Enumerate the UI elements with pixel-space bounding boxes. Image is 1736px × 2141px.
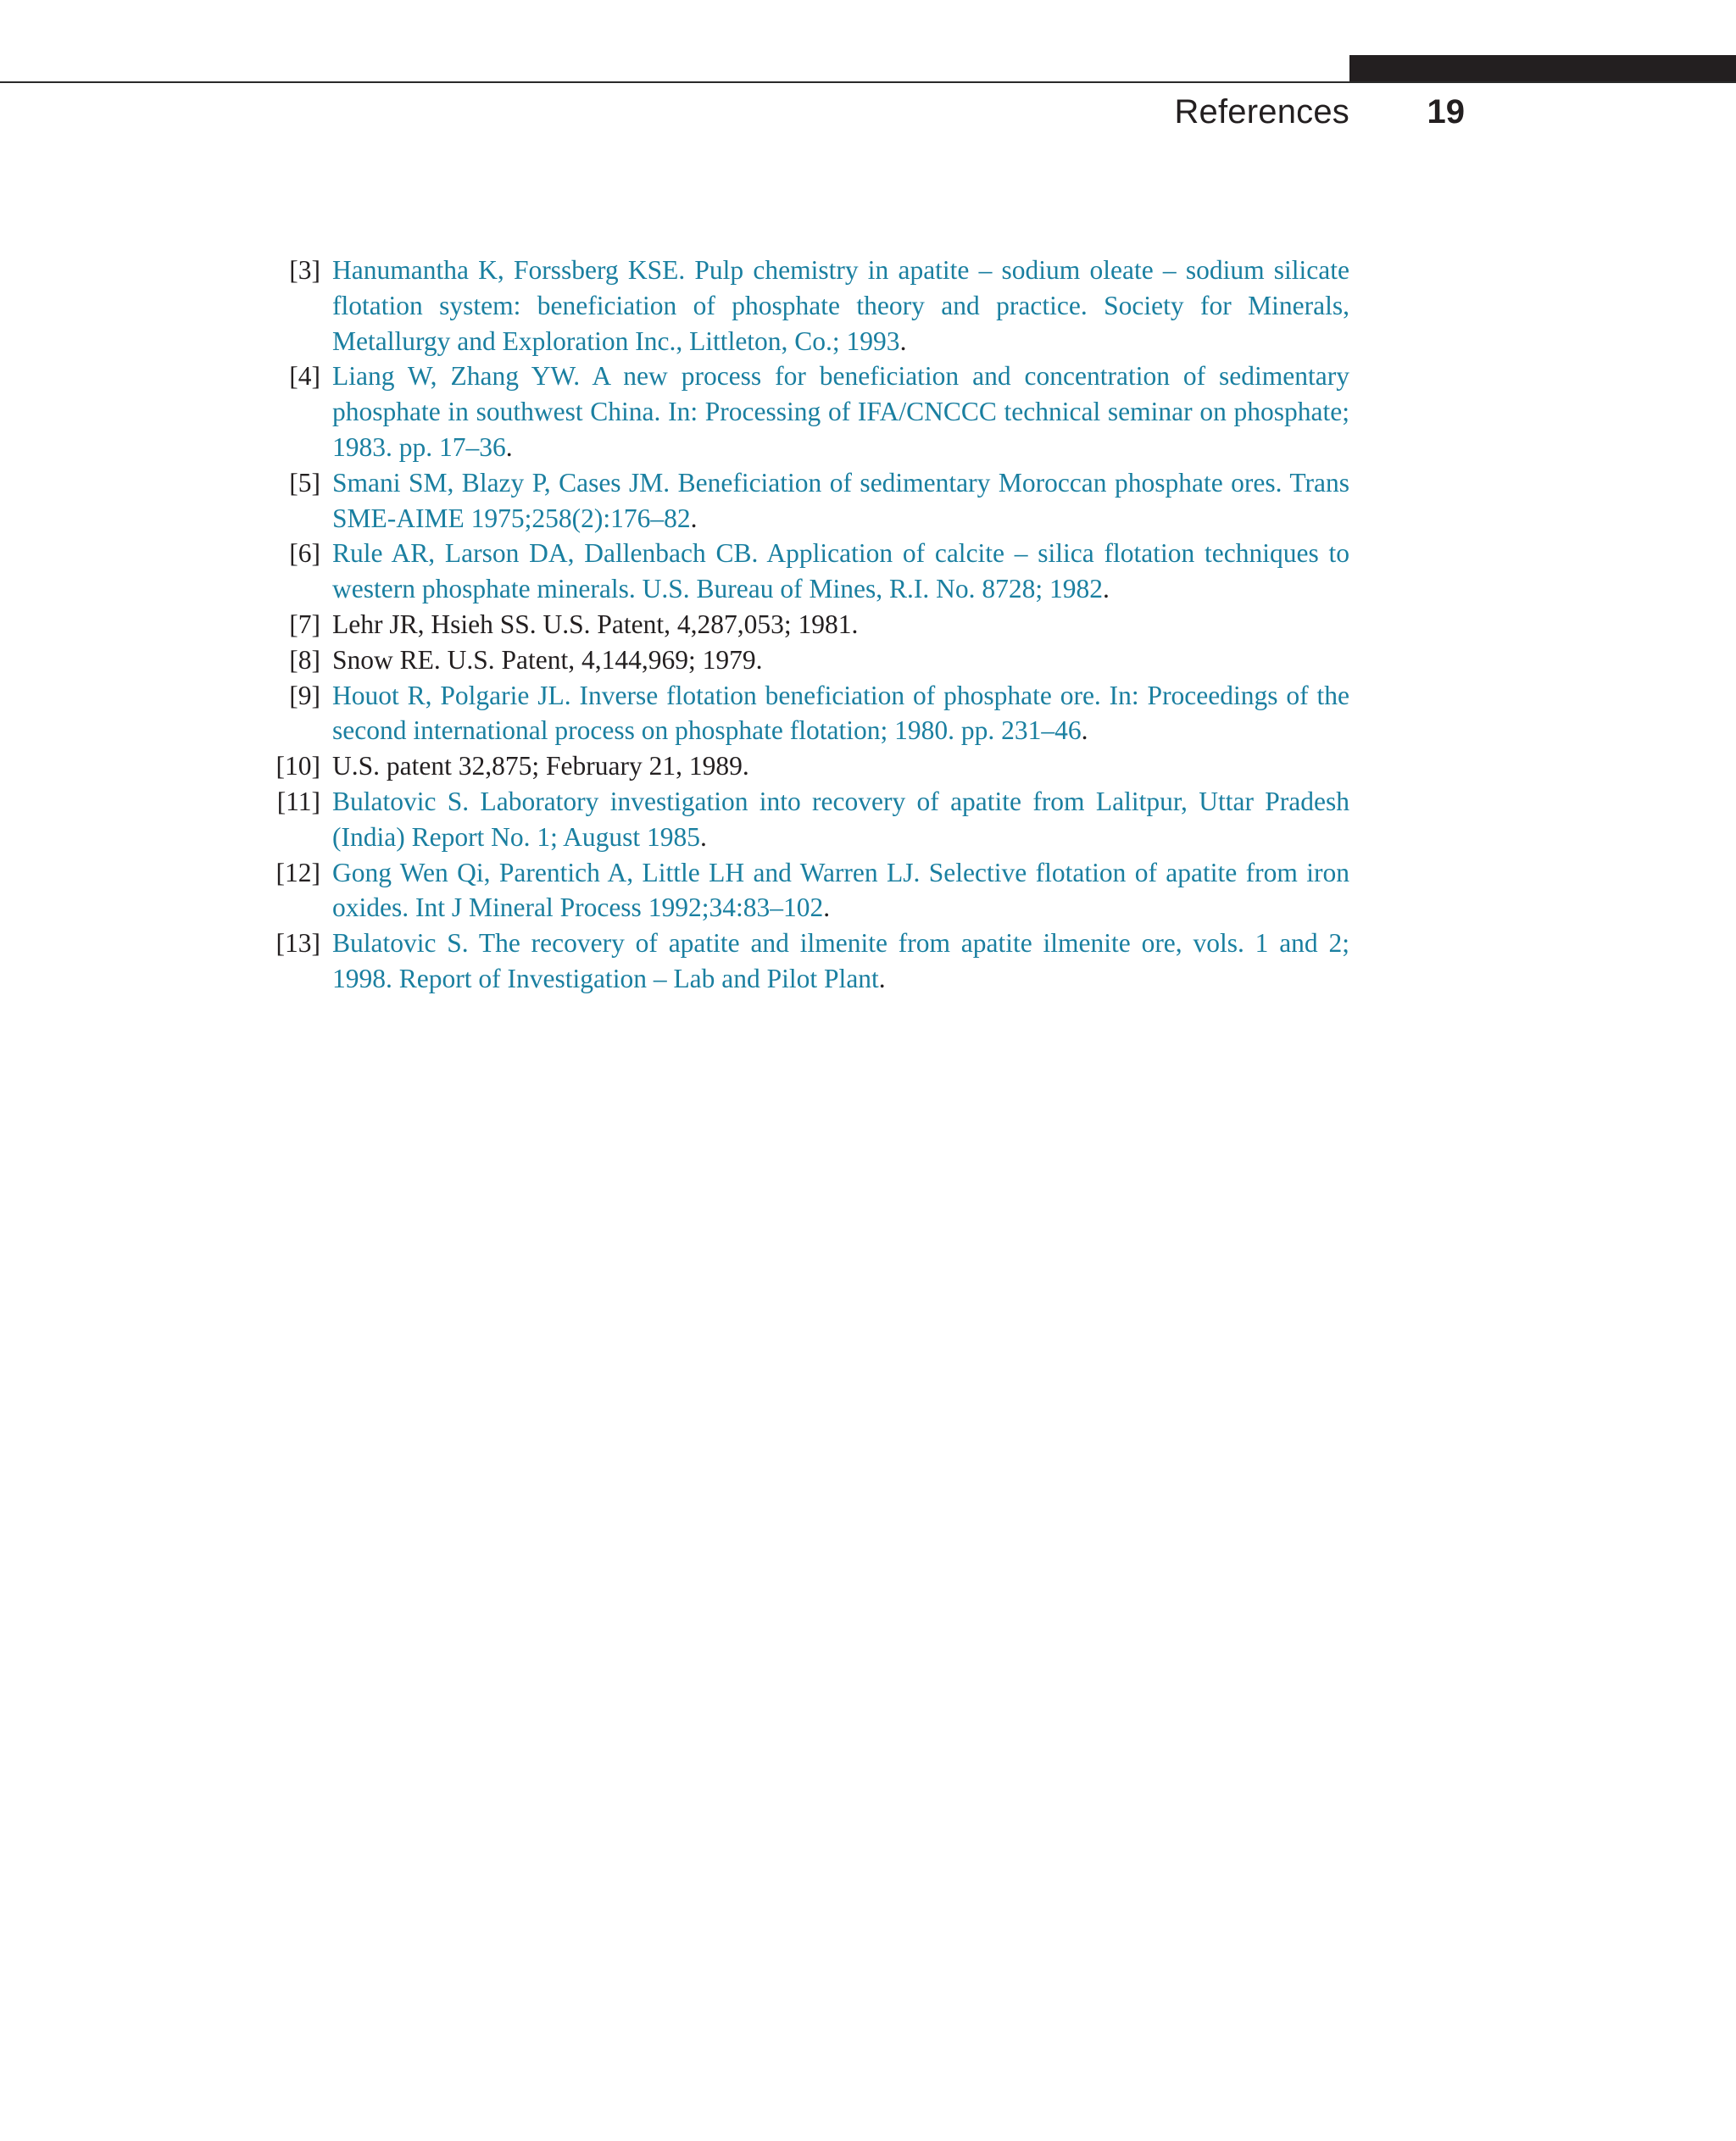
reference-item bbox=[268, 465, 1349, 537]
page-number: 19 bbox=[1427, 93, 1465, 131]
reference-link[interactable]: Bulatovic S. Laboratory investigation into recovery of apatite from Lalitpur, Uttar Pradesh (India) Report No. 1; August 1985 bbox=[332, 786, 1349, 852]
reference-period: . bbox=[690, 503, 698, 533]
reference-item bbox=[268, 678, 1349, 749]
reference-period: . bbox=[505, 431, 513, 462]
header-bar bbox=[1349, 55, 1736, 83]
reference-period: . bbox=[899, 325, 907, 356]
reference-item bbox=[268, 855, 1349, 926]
reference-number: [7] bbox=[289, 609, 320, 639]
reference-link[interactable]: Liang W, Zhang YW. A new process for beneficiation and concentration of sedimentary phosphate in southwest China. In: Processing of IFA/CNCCC technical seminar on phosphate; 1983. pp. 17–36 bbox=[332, 361, 1349, 462]
reference-link[interactable]: Gong Wen Qi, Parentich A, Little LH and Warren LJ. Selective flotation of apatite from iron oxides. Int J Mineral Process 1992;34:83–102 bbox=[332, 857, 1349, 923]
reference-number: [13] bbox=[275, 928, 320, 959]
reference-link[interactable]: Bulatovic S. The recovery of apatite and ilmenite from apatite ilmenite ore, vols. 1 and 2; 1998. Report of Investigation – Lab and Pilot Plant bbox=[332, 928, 1349, 993]
reference-link[interactable]: Smani SM, Blazy P, Cases JM. Beneficiation of sedimentary Moroccan phosphate ores. Trans SME-AIME 1975;258(2):176–82 bbox=[332, 467, 1349, 533]
reference-text: Snow RE. U.S. Patent, 4,144,969; 1979. bbox=[332, 644, 763, 675]
reference-item bbox=[268, 784, 1349, 855]
reference-number: [4] bbox=[289, 361, 320, 392]
header-rule bbox=[0, 81, 1736, 83]
reference-item bbox=[268, 607, 1349, 642]
reference-item bbox=[268, 359, 1349, 464]
reference-item bbox=[268, 926, 1349, 997]
reference-link[interactable]: Houot R, Polgarie JL. Inverse flotation beneficiation of phosphate ore. In: Proceedings of the second international process on phosphate flotation; 1980. pp. 231–46 bbox=[332, 680, 1349, 746]
reference-list bbox=[268, 253, 1349, 997]
reference-number: [3] bbox=[289, 255, 320, 285]
reference-item bbox=[268, 253, 1349, 359]
section-title: References bbox=[1174, 93, 1349, 131]
reference-link[interactable]: Rule AR, Larson DA, Dallenbach CB. Application of calcite – silica flotation techniques to western phosphate minerals. U.S. Bureau of Mines, R.I. No. 8728; 1982 bbox=[332, 538, 1349, 604]
reference-text: U.S. patent 32,875; February 21, 1989. bbox=[332, 751, 749, 781]
reference-number: [5] bbox=[289, 467, 320, 498]
reference-item bbox=[268, 642, 1349, 678]
reference-number: [10] bbox=[275, 751, 320, 781]
reference-item bbox=[268, 748, 1349, 784]
reference-number: [12] bbox=[275, 857, 320, 887]
reference-number: [9] bbox=[289, 680, 320, 710]
reference-period: . bbox=[878, 963, 886, 993]
reference-period: . bbox=[699, 821, 707, 852]
reference-link[interactable]: Hanumantha K, Forssberg KSE. Pulp chemistry in apatite – sodium oleate – sodium silicate flotation system: beneficiation of phosphate theory and practice. Society for Minerals, Metallurgy and Exploration Inc., Littleton, Co.; 1993 bbox=[332, 255, 1349, 356]
reference-item bbox=[268, 536, 1349, 607]
reference-period: . bbox=[1103, 574, 1110, 604]
reference-period: . bbox=[1081, 715, 1088, 746]
reference-number: [8] bbox=[289, 644, 320, 675]
reference-period: . bbox=[823, 893, 831, 923]
reference-number: [11] bbox=[276, 786, 320, 816]
reference-text: Lehr JR, Hsieh SS. U.S. Patent, 4,287,053; 1981. bbox=[332, 609, 859, 639]
running-head bbox=[0, 93, 1465, 144]
reference-number: [6] bbox=[289, 538, 320, 569]
